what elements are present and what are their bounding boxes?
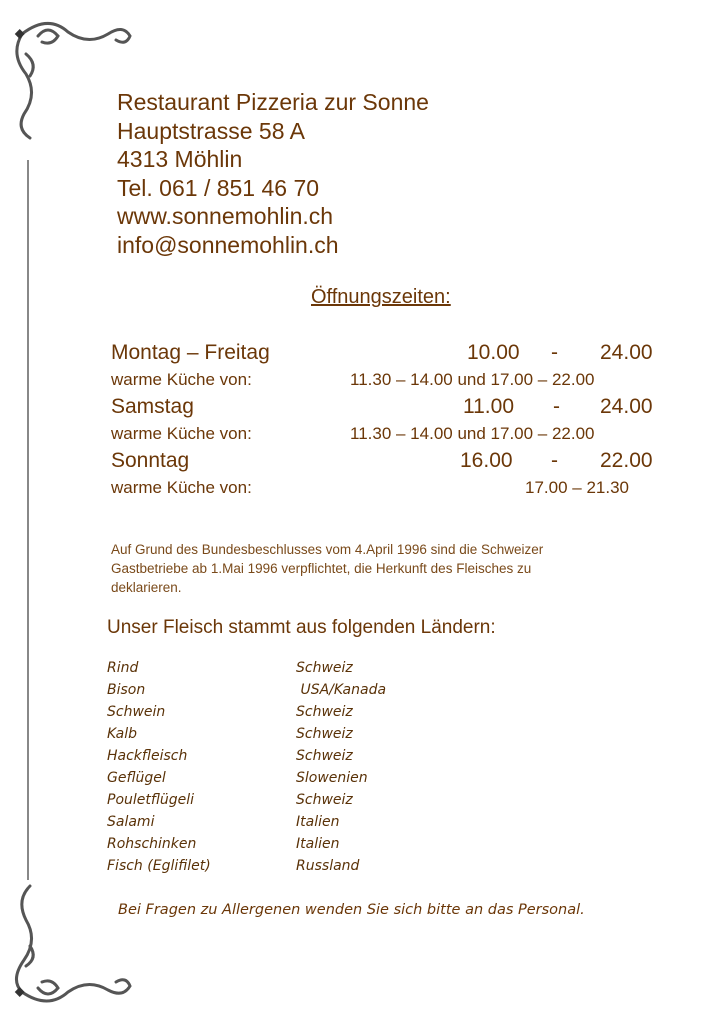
legal-notice bbox=[111, 540, 543, 597]
meat-origin: Schweiz bbox=[296, 704, 353, 720]
separator: - bbox=[553, 395, 560, 418]
meat-origin: Italien bbox=[296, 814, 340, 830]
meat-type: Rohschinken bbox=[107, 836, 197, 852]
meat-origin: Schweiz bbox=[296, 660, 353, 676]
meat-type: Rind bbox=[107, 660, 139, 676]
meat-origin: Italien bbox=[296, 836, 340, 852]
meat-type: Salami bbox=[107, 814, 155, 830]
meat-origin: USA/Kanada bbox=[296, 682, 387, 698]
meat-row bbox=[107, 723, 386, 745]
kitchen-hours: 11.30 – 14.00 und 17.00 – 22.00 bbox=[350, 424, 595, 443]
close-time: 24.00 bbox=[600, 341, 653, 364]
meat-origin: Slowenien bbox=[296, 770, 368, 786]
meat-type: Schwein bbox=[107, 704, 166, 720]
meat-origin: Schweiz bbox=[296, 792, 353, 808]
allergen-note: Bei Fragen zu Allergenen wenden Sie sich bitte an das Personal. bbox=[118, 902, 585, 918]
open-time: 16.00 bbox=[460, 449, 513, 472]
meat-origin-title: Unser Fleisch stammt aus folgenden Ländern: bbox=[107, 617, 496, 638]
close-time: 22.00 bbox=[600, 449, 653, 472]
day-label: Sonntag bbox=[111, 449, 190, 472]
meat-type: Kalb bbox=[107, 726, 138, 742]
meat-row bbox=[107, 789, 386, 811]
meat-origin: Schweiz bbox=[296, 748, 353, 764]
open-time: 11.00 bbox=[463, 395, 514, 418]
kitchen-hours: 11.30 – 14.00 und 17.00 – 22.00 bbox=[350, 370, 595, 389]
close-time: 24.00 bbox=[600, 395, 653, 418]
kitchen-hours: 17.00 – 21.30 bbox=[525, 478, 629, 497]
meat-row bbox=[107, 855, 386, 877]
day-label: Montag – Freitag bbox=[111, 341, 270, 364]
meat-row bbox=[107, 745, 386, 767]
restaurant-address bbox=[117, 88, 429, 259]
meat-origin-table bbox=[107, 657, 386, 877]
meat-row bbox=[107, 811, 386, 833]
meat-row bbox=[107, 701, 386, 723]
website-link[interactable]: www.sonnemohlin.ch bbox=[117, 203, 334, 229]
kitchen-label: warme Küche von: bbox=[111, 478, 252, 497]
open-time: 10.00 bbox=[467, 341, 520, 364]
kitchen-label: warme Küche von: bbox=[111, 370, 252, 389]
meat-row bbox=[107, 833, 386, 855]
notice-line: deklarieren. bbox=[111, 580, 182, 595]
notice-line: Auf Grund des Bundesbeschlusses vom 4.April 1996 sind die Schweizer bbox=[111, 542, 544, 557]
corner-ornament-bottom-icon bbox=[8, 880, 138, 1015]
city: 4313 Möhlin bbox=[117, 146, 243, 172]
restaurant-name: Restaurant Pizzeria zur Sonne bbox=[117, 89, 429, 115]
meat-origin: Schweiz bbox=[296, 726, 353, 742]
separator: - bbox=[551, 449, 558, 472]
phone: Tel. 061 / 851 46 70 bbox=[117, 174, 320, 201]
meat-type: Fisch (Eglifilet) bbox=[107, 858, 211, 874]
meat-type: Geflügel bbox=[107, 770, 166, 786]
hours-title: Öffnungszeiten: bbox=[311, 286, 451, 308]
notice-line: Gastbetriebe ab 1.Mai 1996 verpflichtet, die Herkunft des Fleisches zu bbox=[111, 561, 532, 576]
meat-row bbox=[107, 657, 386, 679]
vertical-border-line bbox=[27, 160, 29, 880]
meat-row bbox=[107, 767, 386, 789]
meat-origin: Russland bbox=[296, 858, 360, 874]
meat-row bbox=[107, 679, 386, 701]
kitchen-label: warme Küche von: bbox=[111, 424, 252, 443]
day-label: Samstag bbox=[111, 395, 194, 418]
separator: - bbox=[551, 341, 558, 364]
meat-type: Bison bbox=[107, 682, 146, 698]
meat-type: Hackfleisch bbox=[107, 748, 188, 764]
email-link[interactable]: info@sonnemohlin.ch bbox=[117, 231, 339, 258]
meat-type: Pouletflügeli bbox=[107, 792, 195, 808]
street: Hauptstrasse 58 A bbox=[117, 117, 305, 144]
